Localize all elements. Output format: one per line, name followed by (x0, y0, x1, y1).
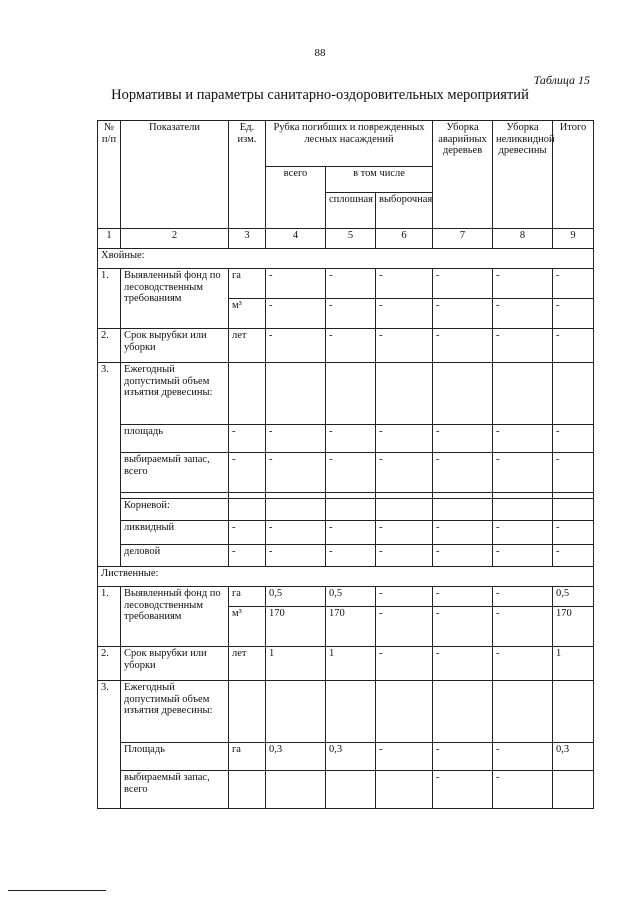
value-cell: - (266, 453, 326, 493)
value-cell: 0,3 (266, 743, 326, 771)
value-cell: - (266, 545, 326, 567)
row-label: Площадь (121, 743, 229, 771)
row-number: 1. (98, 587, 121, 647)
value-cell: - (493, 453, 553, 493)
row-label: Ежегодный допустимый объем изъятия древесины: (121, 363, 229, 425)
header-clear-felling: сплошная (326, 193, 376, 229)
col-number: 7 (433, 229, 493, 249)
value-cell: - (326, 269, 376, 299)
value-cell: - (433, 771, 493, 809)
table-row (98, 269, 594, 299)
unit-cell: м³ (229, 299, 266, 329)
col-number: 4 (266, 229, 326, 249)
value-cell: - (553, 521, 594, 545)
table-label: Таблица 15 (533, 73, 590, 87)
table-row (98, 587, 594, 607)
unit-cell: га (229, 269, 266, 299)
value-cell: 0,3 (326, 743, 376, 771)
row-number: 3. (98, 681, 121, 809)
row-number: 3. (98, 363, 121, 567)
unit-cell: лет (229, 647, 266, 681)
value-cell: - (376, 453, 433, 493)
value-cell: - (433, 425, 493, 453)
value-cell: - (493, 545, 553, 567)
table-row (98, 363, 594, 425)
row-label: Ежегодный допустимый объем изъятия древесины: (121, 681, 229, 743)
col-number: 9 (553, 229, 594, 249)
value-cell: - (266, 269, 326, 299)
value-cell: - (266, 425, 326, 453)
value-cell: - (376, 329, 433, 363)
column-number-row (98, 229, 594, 249)
value-cell: - (433, 299, 493, 329)
value-cell: - (326, 521, 376, 545)
value-cell: - (433, 647, 493, 681)
row-label: выбираемый запас, всего (121, 453, 229, 493)
value-cell: - (376, 545, 433, 567)
header-windfall: Уборка аварийных деревьев (433, 121, 493, 229)
table-row (98, 329, 594, 363)
value-cell: - (493, 771, 553, 809)
value-cell: 1 (266, 647, 326, 681)
row-label: ликвидный (121, 521, 229, 545)
unit-cell: лет (229, 329, 266, 363)
value-cell: - (493, 269, 553, 299)
col-number: 6 (376, 229, 433, 249)
row-label: площадь (121, 425, 229, 453)
value-cell: - (553, 425, 594, 453)
row-label: деловой (121, 545, 229, 567)
value-cell: - (376, 521, 433, 545)
value-cell: - (493, 425, 553, 453)
value-cell: - (553, 329, 594, 363)
value-cell: 0,5 (326, 587, 376, 607)
sanitary-measures-table (97, 120, 594, 809)
value-cell: - (493, 607, 553, 647)
table-row (98, 499, 594, 521)
value-cell: 170 (326, 607, 376, 647)
value-cell: - (553, 299, 594, 329)
unit-cell: га (229, 587, 266, 607)
value-cell: - (326, 425, 376, 453)
value-cell: - (553, 453, 594, 493)
value-cell: - (376, 299, 433, 329)
value-cell: - (376, 647, 433, 681)
value-cell: - (266, 521, 326, 545)
value-cell: 0,5 (553, 587, 594, 607)
col-number: 2 (121, 229, 229, 249)
value-cell: 170 (266, 607, 326, 647)
table-row (98, 521, 594, 545)
unit-cell: га (229, 743, 266, 771)
header-indicator: Показатели (121, 121, 229, 229)
row-label: Выявленный фонд по лесоводственным требованиям (121, 269, 229, 329)
value-cell: - (326, 299, 376, 329)
value-cell: - (433, 269, 493, 299)
value-cell: - (326, 545, 376, 567)
value-cell: - (493, 587, 553, 607)
value-cell: - (493, 521, 553, 545)
value-cell (326, 771, 376, 809)
value-cell: - (266, 299, 326, 329)
value-cell (266, 771, 326, 809)
header-nonliquid: Уборка неликвидной древесины (493, 121, 553, 229)
footnote-divider (8, 890, 106, 891)
value-cell: - (433, 329, 493, 363)
value-cell (229, 771, 266, 809)
value-cell: - (376, 587, 433, 607)
value-cell: - (229, 453, 266, 493)
value-cell: - (326, 453, 376, 493)
row-label: Срок вырубки или уборки (121, 647, 229, 681)
header-number: № п/п (98, 121, 121, 229)
value-cell: - (493, 329, 553, 363)
col-number: 1 (98, 229, 121, 249)
page-number: 88 (314, 47, 326, 59)
value-cell: - (493, 743, 553, 771)
value-cell: - (553, 269, 594, 299)
col-number: 5 (326, 229, 376, 249)
value-cell: - (433, 453, 493, 493)
value-cell (376, 771, 433, 809)
col-number: 3 (229, 229, 266, 249)
value-cell: - (376, 743, 433, 771)
col-number: 8 (493, 229, 553, 249)
value-cell: - (553, 545, 594, 567)
value-cell: - (376, 425, 433, 453)
row-label: Срок вырубки или уборки (121, 329, 229, 363)
header-unit: Ед. изм. (229, 121, 266, 229)
table-row (98, 681, 594, 743)
section-deciduous: Лиственные: (98, 567, 594, 587)
value-cell: - (433, 607, 493, 647)
row-number: 2. (98, 647, 121, 681)
value-cell: 1 (553, 647, 594, 681)
row-number: 1. (98, 269, 121, 329)
section-conifer: Хвойные: (98, 249, 594, 269)
value-cell: - (376, 269, 433, 299)
value-cell: 0,3 (553, 743, 594, 771)
document-title: Нормативы и параметры санитарно-оздоровительных мероприятий (111, 87, 529, 103)
value-cell: - (433, 545, 493, 567)
value-cell: - (433, 743, 493, 771)
header-selective-felling: выборочная (376, 193, 433, 229)
table-row (98, 453, 594, 493)
value-cell (553, 771, 594, 809)
value-cell: - (229, 545, 266, 567)
value-cell: 1 (326, 647, 376, 681)
table-row (98, 771, 594, 809)
header-felling: Рубка погибших и поврежденных лесных насаждений (266, 121, 433, 167)
row-label: выбираемый запас, всего (121, 771, 229, 809)
row-label: Выявленный фонд по лесоводственным требованиям (121, 587, 229, 647)
value-cell: - (433, 587, 493, 607)
table-row (98, 743, 594, 771)
value-cell: - (376, 607, 433, 647)
value-cell: - (433, 521, 493, 545)
unit-cell: м³ (229, 607, 266, 647)
value-cell: - (326, 329, 376, 363)
value-cell: 170 (553, 607, 594, 647)
header-total: Итого (553, 121, 594, 229)
value-cell: - (229, 425, 266, 453)
header-felling-all: всего (266, 167, 326, 229)
value-cell: 0,5 (266, 587, 326, 607)
header-including: в том числе (326, 167, 433, 193)
value-cell: - (493, 299, 553, 329)
table-row (98, 647, 594, 681)
row-label: Корневой: (121, 499, 229, 521)
value-cell: - (266, 329, 326, 363)
table-row (98, 545, 594, 567)
value-cell: - (229, 521, 266, 545)
value-cell: - (493, 647, 553, 681)
table-row (98, 425, 594, 453)
row-number: 2. (98, 329, 121, 363)
